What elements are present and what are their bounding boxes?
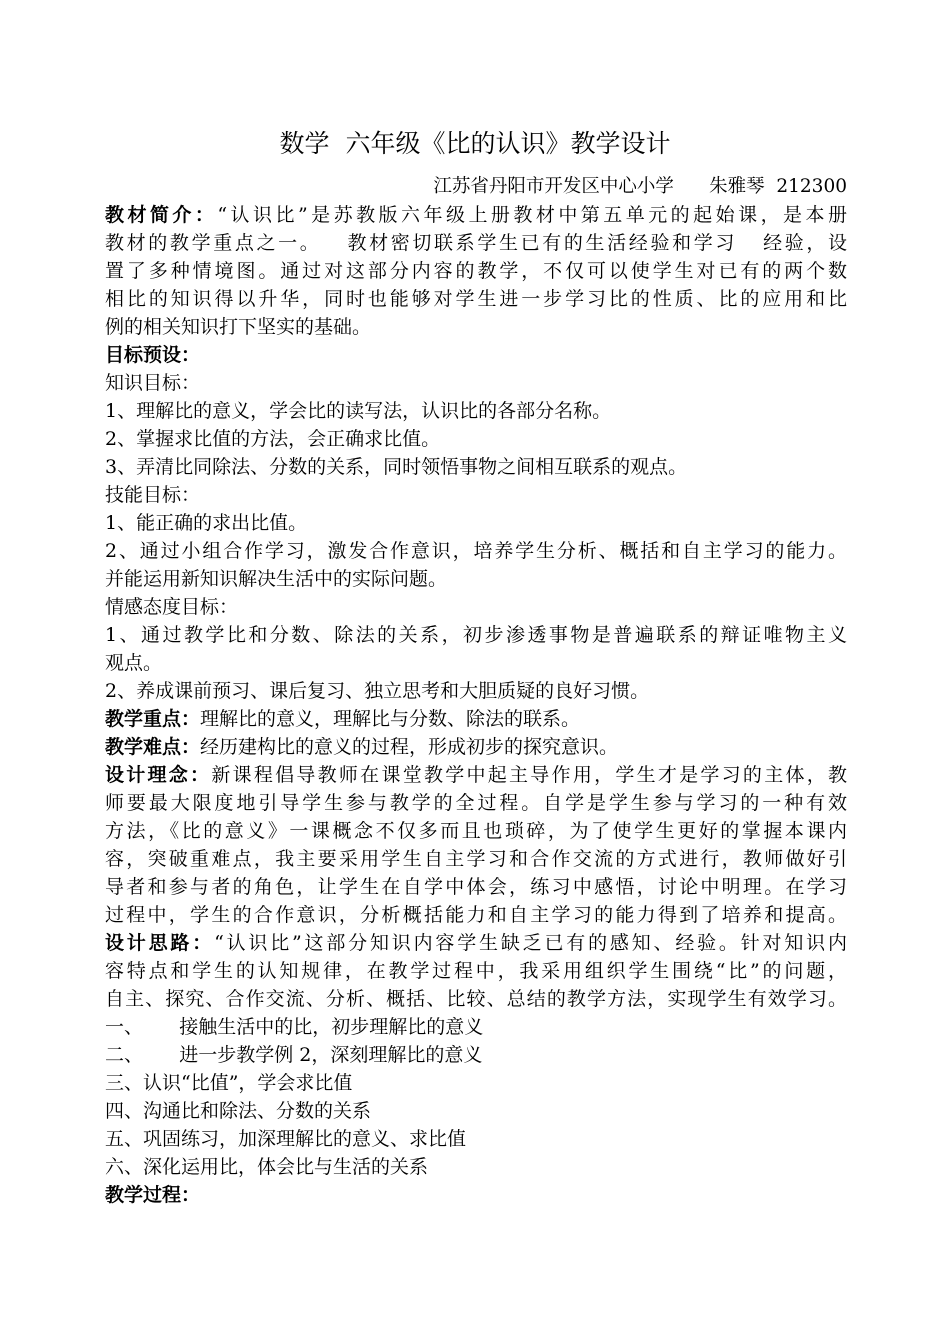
concept-text-line: 师要最大限度地引导学生参与教学的全过程。自学是学生参与学习的一种有效 [105, 792, 847, 814]
intro-text-line: 相比的知识得以升华，同时也能够对学生进一步学习比的性质、比的应用和比 [105, 288, 847, 310]
intro-text: “认识比”是苏教版六年级上册教材中第五单元的起始课，是本册 [217, 204, 847, 226]
thinking-step: 一、 接触生活中的比，初步理解比的意义 [105, 1016, 484, 1038]
thinking-step: 二、 进一步教学例 2，深刻理解比的意义 [105, 1044, 483, 1066]
author-line: 江苏省丹阳市开发区中心小学 朱雅琴 212300 [433, 176, 847, 197]
thinking-step: 三、认识“比值”，学会求比值 [105, 1072, 353, 1094]
thinking-paragraph [105, 929, 847, 957]
concept-text-line: 方法，《比的意义》一课概念不仅多而且也琐碎，为了使学生更好的掌握本课内 [105, 820, 847, 842]
thinking-step: 六、深化运用比，体会比与生活的关系 [105, 1156, 429, 1178]
skill-goal-item: 1、能正确的求出比值。 [105, 512, 308, 534]
goals-heading: 目标预设： [105, 344, 201, 366]
intro-text-line: 置了多种情境图。通过对这部分内容的教学，不仅可以使学生对已有的两个数 [105, 260, 847, 282]
thinking-text-line: 容特点和学生的认知规律，在教学过程中，我采用组织学生围绕“比”的问题， [105, 960, 847, 982]
intro-text-line: 教材的教学重点之一。 教材密切联系学生已有的生活经验和学习 经验，设 [105, 232, 847, 254]
concept-text-line: 导者和参与者的角色，让学生在自学中体会，练习中感悟，讨论中明理。在学习 [105, 876, 847, 898]
knowledge-goal-item: 3、弄清比同除法、分数的关系，同时领悟事物之间相互联系的观点。 [105, 456, 688, 478]
intro-text-line: 例的相关知识打下坚实的基础。 [105, 316, 372, 338]
concept-label: 设计理念： [105, 764, 212, 786]
document-body [105, 201, 847, 1209]
intro-label: 教材简介： [105, 204, 218, 226]
concept-text: 新课程倡导教师在课堂教学中起主导作用，学生才是学习的主体，教 [211, 764, 847, 786]
thinking-step: 四、沟通比和除法、分数的关系 [105, 1100, 372, 1122]
thinking-step: 五、巩固练习，加深理解比的意义、求比值 [105, 1128, 467, 1150]
emotion-goals-heading: 情感态度目标： [105, 596, 239, 618]
skill-goal-item: 2、通过小组合作学习，激发合作意识，培养学生分析、概括和自主学习的能力。 [105, 540, 847, 562]
difficulty-paragraph [105, 733, 847, 761]
document-title: 数学 六年级《比的认识》教学设计 [279, 129, 671, 158]
difficulty-text: 经历建构比的意义的过程，形成初步的探究意识。 [200, 736, 619, 758]
knowledge-goal-item: 2、掌握求比值的方法，会正确求比值。 [105, 428, 441, 450]
concept-text-line: 容，突破重难点，我主要采用学生自主学习和合作交流的方式进行，教师做好引 [105, 848, 847, 870]
thinking-text: “认识比”这部分知识内容学生缺乏已有的感知、经验。针对知识内 [214, 932, 847, 954]
skill-goals-heading: 技能目标： [105, 484, 201, 506]
difficulty-label: 教学难点： [105, 736, 201, 758]
process-heading: 教学过程： [105, 1184, 201, 1206]
intro-paragraph [105, 201, 847, 229]
key-point-paragraph [105, 705, 847, 733]
emotion-goal-item: 2、养成课前预习、课后复习、独立思考和大胆质疑的良好习惯。 [105, 680, 650, 702]
concept-paragraph [105, 761, 847, 789]
knowledge-goals-heading: 知识目标： [105, 372, 201, 394]
skill-goal-item-continued: 并能运用新知识解决生活中的实际问题。 [105, 568, 448, 590]
thinking-label: 设计思路： [105, 932, 215, 954]
key-point-label: 教学重点： [105, 708, 201, 730]
concept-text-line: 过程中，学生的合作意识，分析概括能力和自主学习的能力得到了培养和提高。 [105, 904, 847, 926]
knowledge-goal-item: 1、理解比的意义，学会比的读写法，认识比的各部分名称。 [105, 400, 612, 422]
emotion-goal-item: 1、通过教学比和分数、除法的关系，初步渗透事物是普遍联系的辩证唯物主义 [105, 624, 847, 646]
thinking-text-line: 自主、探究、合作交流、分析、概括、比较、总结的教学方法，实现学生有效学习。 [105, 988, 847, 1010]
emotion-goal-item-continued: 观点。 [105, 652, 163, 674]
key-point-text: 理解比的意义，理解比与分数、除法的联系。 [200, 708, 581, 730]
